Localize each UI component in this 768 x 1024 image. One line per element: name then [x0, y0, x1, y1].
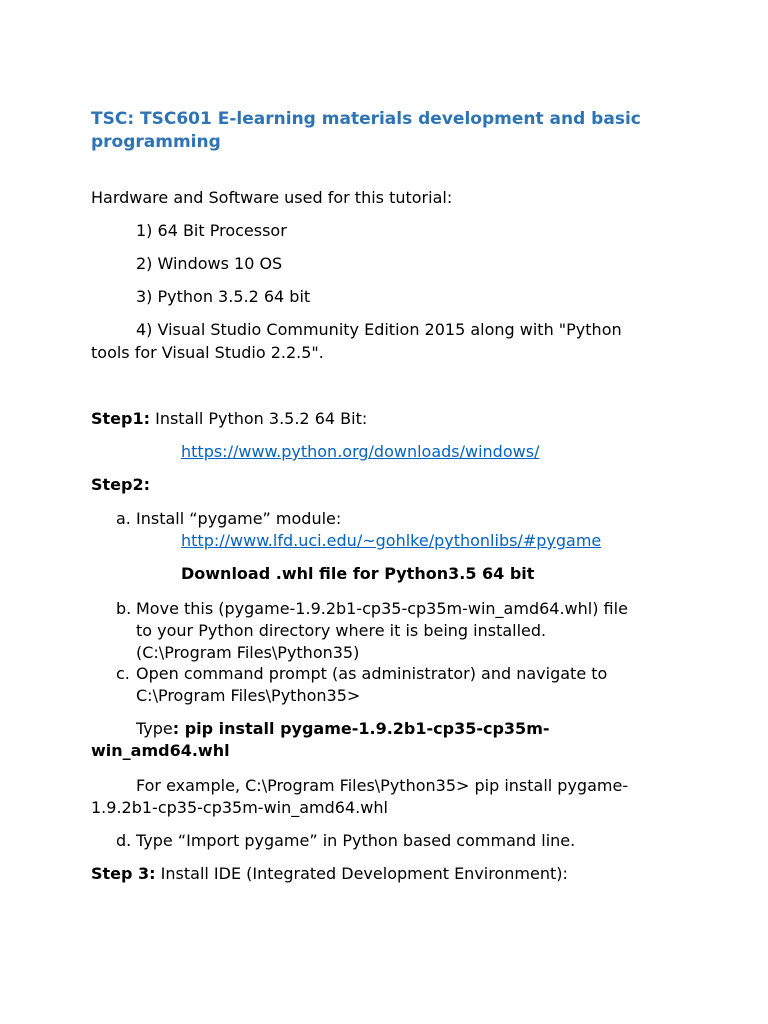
- step3-text: Install IDE (Integrated Development Environment):: [155, 864, 568, 883]
- step1-text: Install Python 3.5.2 64 Bit:: [150, 409, 368, 428]
- step3-line: [91, 863, 568, 885]
- list-marker-a: a.: [116, 509, 131, 528]
- step2-a-link-line: [181, 530, 601, 552]
- step2-c-line: Open command prompt (as administrator) and navigate to: [136, 664, 608, 683]
- step2-a-text: Install “pygame” module:: [136, 509, 342, 528]
- type-command-line-1: [136, 718, 550, 740]
- step2-b-line: Move this (pygame-1.9.2b1-cp35-cp35m-win_amd64.whl) file: [136, 599, 628, 618]
- intro-text: Hardware and Software used for this tutorial:: [91, 188, 453, 207]
- example-line-2: 1.9.2b1-cp35-cp35m-win_amd64.whl: [91, 798, 388, 817]
- document-title-line-2: programming: [91, 132, 221, 152]
- step1-link-line: [181, 441, 539, 463]
- list-marker-d: d.: [116, 831, 132, 850]
- step2-b-line: to your Python directory where it is being installed.: [136, 621, 547, 640]
- step1-label: Step1:: [91, 409, 151, 428]
- requirement-item: 3) Python 3.5.2 64 bit: [136, 287, 311, 306]
- python-download-link[interactable]: https://www.python.org/downloads/windows/: [181, 442, 540, 461]
- requirement-item: 1) 64 Bit Processor: [136, 221, 287, 240]
- list-marker-c: c.: [116, 664, 130, 683]
- type-prefix: Type: [136, 719, 173, 738]
- step2-a-note: Download .whl file for Python3.5 64 bit: [181, 564, 535, 583]
- step2-b-line: (C:\Program Files\Python35): [136, 643, 360, 662]
- document-title-line-1: TSC: TSC601 E-learning materials development and basic: [91, 109, 641, 129]
- step2-label: Step2:: [91, 475, 151, 494]
- step2-c-line: C:\Program Files\Python35>: [136, 686, 361, 705]
- type-command: : pip install pygame-1.9.2b1-cp35-cp35m-: [172, 719, 550, 738]
- requirement-item: 2) Windows 10 OS: [136, 254, 283, 273]
- list-marker-b: b.: [116, 599, 132, 618]
- step1-line: [91, 408, 367, 430]
- step2-d-text: Type “Import pygame” in Python based command line.: [136, 831, 576, 850]
- requirement-item-continued: tools for Visual Studio 2.2.5".: [91, 343, 324, 362]
- type-command-line-2: win_amd64.whl: [91, 741, 230, 760]
- example-line-1: For example, C:\Program Files\Python35> pip install pygame-: [136, 776, 629, 795]
- step3-label: Step 3:: [91, 864, 156, 883]
- pygame-download-link[interactable]: http://www.lfd.uci.edu/~gohlke/pythonlibs/#pygame: [181, 531, 602, 550]
- requirement-item: 4) Visual Studio Community Edition 2015 along with "Python: [136, 320, 622, 339]
